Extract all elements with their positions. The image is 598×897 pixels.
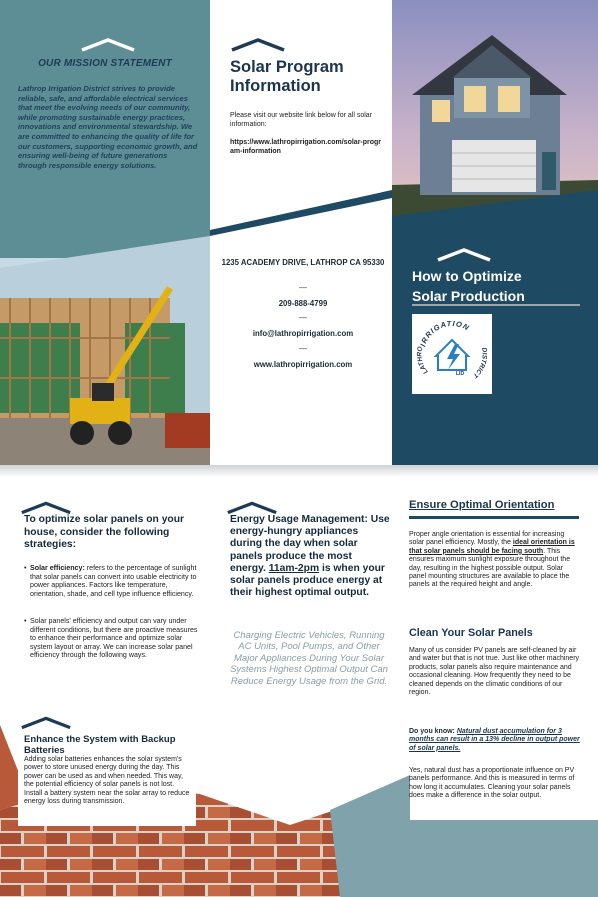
orientation-text-b: . This ensures maximum sunlight exposure throughout the day, resulting in the highest possible output. Solar panel mounting structures are available to place the panels at the required height and angle. (409, 547, 571, 589)
cover-title-line2: Solar Production (412, 288, 525, 304)
cover-title-line1: How to Optimize (412, 268, 522, 284)
cover-title (412, 266, 582, 306)
clean-text: Many of us consider PV panels are self-cleaned by air and water but that is not true. Just like other machinery products, solar panels also require maintenance and occasional cleaning. How frequently they need to be cleaned depends on the climatic conditions of our region. (409, 647, 580, 697)
program-link[interactable]: https://www.lathropirrigation.com/solar-program-information (230, 139, 382, 155)
backup-text: Adding solar batteries enhances the solar system's power to store unused energy during the day. This power can be used as and when needed. This way, the potential efficiency of solar panels is not lost. Install a battery system near the solar array to reduce energy loss during transmission. (24, 756, 190, 806)
divider-dash: — (299, 313, 307, 322)
dust-fact-text: Natural dust accumulation for 3 months can result in a 13% decline in output power of solar panels. (409, 728, 580, 752)
mission-text: Lathrop Irrigation District strives to provide reliable, safe, and affordable electrical services that meet the evolving needs of our community, while promoting sustainable energy practices, innovations and environmental stewardship. We are committed to enhancing the quality of life for our customers, supporting economic growth, and ensuring well-being of future generations through responsible energy solutions. (18, 84, 198, 170)
logo-text-top: IRRIGATION (418, 318, 472, 348)
page-title: Solar Program Information (230, 58, 344, 95)
clean-heading: Clean Your Solar Panels (409, 627, 533, 639)
orientation-text-a: Proper angle orientation is essential for increasing solar panel efficiency. Mostly, the (409, 531, 565, 547)
divider-dash: — (299, 283, 307, 292)
logo-badge: LID (456, 371, 465, 377)
contact-email[interactable]: info@lathropirrigation.com (252, 329, 354, 338)
chevron-up-icon (226, 501, 278, 515)
svg-text:DISTRICT (471, 347, 488, 379)
contact-website[interactable]: www.lathropirrigation.com (253, 360, 353, 369)
visit-text: Please visit our website link below for all solar information: (230, 112, 373, 128)
chevron-up-icon (230, 38, 286, 52)
bullet-efficiency-output (30, 617, 198, 660)
page-fold (0, 465, 598, 477)
bullet-text: Solar panels' efficiency and output can vary under different conditions, but there are proactive measures to enhance their performance and optimize solar system layout or array. We can increase solar panel efficiency through the following ways. (30, 617, 198, 660)
energy-time: 11am-2pm (268, 562, 320, 574)
title-rule (412, 304, 580, 306)
contact-address: 1235 ACADEMY DRIVE, LATHROP CA 95330 (221, 258, 385, 267)
chevron-up-icon (20, 501, 72, 515)
svg-text:IRRIGATION (418, 319, 471, 348)
wave-divider (210, 190, 392, 250)
backup-heading: Enhance the System with Backup Batteries (24, 734, 176, 756)
energy-text-b: is when your solar panels produce energy at their highest optimal output. (230, 562, 385, 599)
dust-fact (409, 728, 581, 753)
contact-phone[interactable]: 209-888-4799 (278, 299, 328, 308)
energy-heading (230, 514, 390, 599)
district-logo (412, 314, 492, 394)
mission-title: OUR MISSION STATEMENT (38, 58, 172, 69)
logo-text-left: LATHRO (416, 346, 430, 376)
bullet-solar-efficiency (30, 564, 198, 598)
orientation-text (409, 531, 581, 590)
energy-callout: Charging Electric Vehicles, Running AC Units, Pool Pumps, and Other Major Appliances During Your Solar Systems Highest Optimal Output Can Reduce Energy Usage from the Grid. (230, 630, 388, 687)
dust-fact-label: Do you know: (409, 728, 455, 735)
divider-dash: — (299, 344, 307, 353)
cover-panel (392, 0, 598, 465)
chevron-up-icon (20, 716, 72, 730)
bullet-text: refers to the percentage of sunlight that solar panels can convert into usable electricity to power appliances. Factors like temperature, orientation, shade, and cell type influence efficiency. (30, 564, 197, 598)
bullet-bold: Solar efficiency: (30, 564, 85, 572)
logo-text-right: DISTRICT (471, 347, 488, 379)
orientation-heading: Ensure Optimal Orientation (409, 499, 555, 511)
construction-photo (0, 228, 210, 465)
energy-text-a: Energy Usage Management: Use energy-hungry appliances during the day when solar panels produce the most energy. (230, 514, 390, 574)
dust-explanation: Yes, natural dust has a proportionate influence on PV panels performance. And this is measured in terms of how long it accumulates. Cleaning your solar panels does make a difference in the solar output. (409, 767, 575, 800)
chevron-up-icon (80, 38, 136, 52)
orientation-highlight: ideal orientation is that solar panels should be facing south (409, 539, 575, 555)
heading-rule (409, 516, 579, 519)
chevron-up-icon (436, 248, 492, 262)
house-photo (392, 0, 598, 230)
corner-band (402, 820, 598, 897)
strategies-heading: To optimize solar panels on your house, consider the following strategies: (24, 514, 185, 550)
mission-panel (0, 0, 210, 465)
logo-emblem (412, 314, 492, 394)
